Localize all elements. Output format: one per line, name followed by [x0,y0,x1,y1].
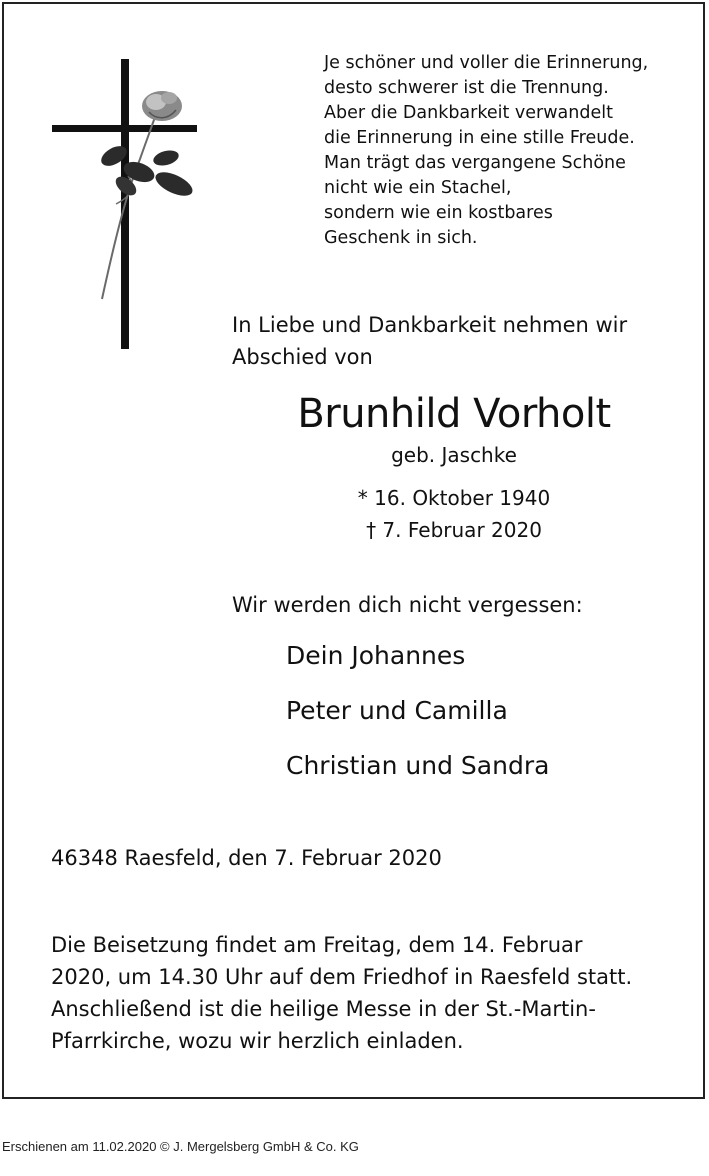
burial-notice [51,929,696,1057]
intro-line: In Liebe und Dankbarkeit nehmen wir [232,313,628,337]
poem-line: nicht wie ein Stachel, [324,178,512,198]
poem-line: Man trägt das vergangene Schöne [324,153,626,173]
poem [324,51,694,251]
burial-line: Anschließend ist die heilige Messe in der St.-Martin- [51,997,596,1021]
family-member: Dein Johannes [286,641,466,670]
closing-line: Wir werden dich nicht vergessen: [232,593,583,617]
poem-line: Geschenk in sich. [324,228,478,248]
life-dates [204,482,704,546]
family-member: Christian und Sandra [286,751,550,780]
poem-line: die Erinnerung in eine stille Freude. [324,128,635,148]
deceased-name: Brunhild Vorholt [297,391,611,437]
birth-name: geb. Jaschke [391,443,517,467]
intro-text [232,309,692,373]
family-list [286,636,696,801]
burial-line: 2020, um 14.30 Uhr auf dem Friedhof in Raesfeld statt. [51,965,633,989]
family-member: Peter und Camilla [286,696,508,725]
birth-date: * 16. Oktober 1940 [357,486,551,510]
burial-line: Pfarrkirche, wozu wir herzlich einladen. [51,1029,464,1053]
cross-with-rose-illustration [44,54,209,354]
poem-line: Je schöner und voller die Erinnerung, [324,53,649,73]
place-and-date: 46348 Raesfeld, den 7. Februar 2020 [51,846,442,870]
obituary-frame [2,2,705,1099]
poem-line: Aber die Dankbarkeit verwandelt [324,103,613,123]
publication-footer: Erschienen am 11.02.2020 © J. Mergelsberg GmbH & Co. KG [2,1139,359,1154]
poem-line: sondern wie ein kostbares [324,203,553,223]
burial-line: Die Beisetzung findet am Freitag, dem 14. Februar [51,933,583,957]
rose-icon [98,91,196,299]
death-date: † 7. Februar 2020 [366,518,542,542]
intro-line: Abschied von [232,345,373,369]
poem-line: desto schwerer ist die Trennung. [324,78,609,98]
